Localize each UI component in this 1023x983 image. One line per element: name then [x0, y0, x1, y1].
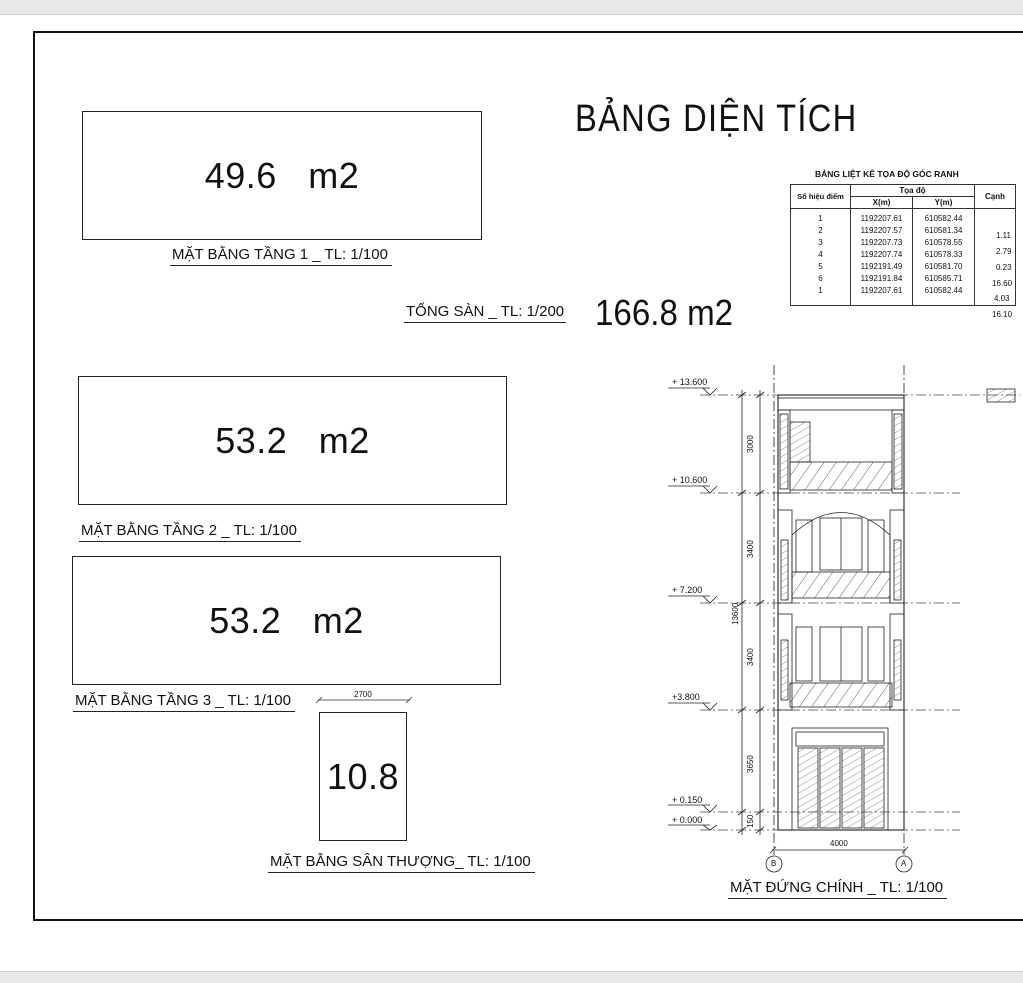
floor-1-area: 49.6 m2 [204, 154, 360, 196]
total-height-dimension: 13600 [731, 602, 740, 625]
height-dimension: 3400 [746, 540, 755, 558]
header-coords: Tọa độ [851, 185, 975, 197]
floor-3-caption: MẶT BẰNG TẦNG 3 _ TL: 1/100 [73, 692, 295, 712]
width-dimension: 4000 [830, 839, 848, 848]
edge-value: 16.60 [992, 279, 1013, 288]
total-floor-label: TỔNG SÀN _ TL: 1/200 [404, 303, 566, 323]
table-row: 6 1192191.84 610585.71 [791, 273, 1016, 285]
floor-3-area: 53.2 m2 [209, 599, 364, 641]
table-row: 2 1192207.57 610581.34 [791, 225, 1016, 237]
floor-3-plan [72, 556, 501, 685]
axis-label-b: B [771, 859, 777, 868]
axis-label-a: A [901, 859, 907, 868]
floor-2-caption: MẶT BẰNG TẦNG 2 _ TL: 1/100 [79, 522, 301, 542]
coord-table [790, 184, 1016, 306]
level-label: + 0.150 [672, 795, 703, 805]
level-label: +3.800 [672, 692, 700, 702]
edge-value: 0.23 [996, 263, 1012, 272]
table-row: 3 1192207.73 610578.55 [791, 237, 1016, 249]
height-dimension: 150 [746, 814, 755, 828]
level-label: + 10.600 [672, 475, 708, 485]
table-row: 1 1192207.61 610582.44 [791, 285, 1016, 306]
table-row: 4 1192207.74 610578.33 [791, 249, 1016, 261]
header-point: Số hiệu điểm [791, 185, 851, 209]
floor-1-caption: MẶT BẰNG TẦNG 1 _ TL: 1/100 [170, 246, 392, 266]
total-floor-value: 166.8 m2 [595, 292, 734, 333]
edge-value: 4.03 [994, 294, 1010, 303]
header-y: Y(m) [913, 197, 975, 209]
edge-value: 16.10 [992, 310, 1013, 319]
level-label: + 7.200 [672, 585, 703, 595]
header-edge: Cạnh [975, 185, 1016, 209]
height-dimension: 3000 [746, 435, 755, 453]
edge-value: 1.11 [996, 231, 1011, 240]
floor-1-plan [82, 111, 482, 240]
header-x: X(m) [851, 197, 913, 209]
height-dimension: 3400 [746, 648, 755, 666]
coord-table-title: BẢNG LIỆT KÊ TỌA ĐỘ GÓC RANH [815, 169, 959, 179]
terrace-width-label: 2700 [354, 690, 372, 699]
terrace-plan [319, 712, 407, 841]
floor-2-area: 53.2 m2 [215, 419, 370, 461]
level-label: + 0.000 [672, 815, 703, 825]
elevation-caption: MẶT ĐỨNG CHÍNH _ TL: 1/100 [728, 879, 947, 899]
level-label: + 13.600 [672, 377, 708, 387]
floor-2-plan [78, 376, 507, 505]
table-row: 1 1192207.61 610582.44 [791, 209, 1016, 226]
edge-value: 2.79 [996, 247, 1012, 256]
terrace-caption: MẶT BẰNG SÂN THƯỢNG_ TL: 1/100 [268, 853, 535, 873]
terrace-area: 10.8 [326, 755, 400, 797]
table-row: 5 1192191.49 610581.70 [791, 261, 1016, 273]
height-dimension: 3650 [746, 755, 755, 773]
page-title: BẢNG DIỆN TÍCH [575, 98, 858, 140]
